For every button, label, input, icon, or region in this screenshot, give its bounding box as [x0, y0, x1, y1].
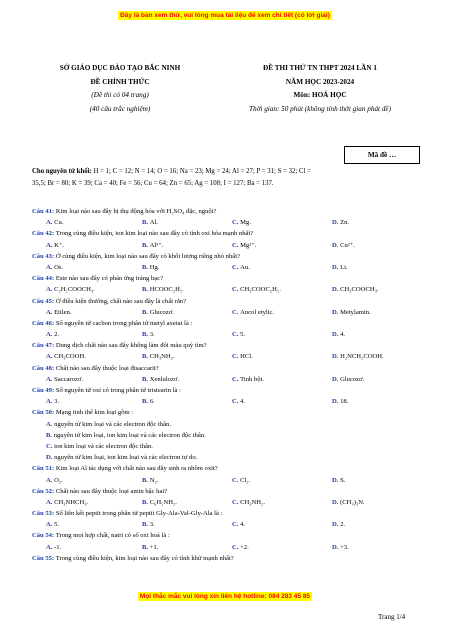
answer-option[interactable]: D. 4.	[332, 331, 346, 339]
answer-option[interactable]: D. 18.	[332, 398, 349, 406]
answer-option[interactable]: D. CH₃COOCH₃.	[332, 286, 379, 294]
answer-text: K⁺.	[54, 241, 64, 249]
answer-text: 4.	[340, 331, 346, 339]
answer-option[interactable]: A. CH₃COOH.	[46, 353, 86, 361]
answer-text: CH₃COOCH₃.	[340, 286, 379, 294]
answer-text: Al³⁺.	[149, 241, 164, 249]
question-text: Số liên kết peptit trong phân tử peptit Gly-Ala-Val-Gly-Ala là :	[54, 510, 223, 518]
question-count: (40 câu trắc nghiệm)	[89, 104, 151, 113]
answer-text: Hg.	[149, 263, 160, 271]
answer-option[interactable]: C. CH₃COOC₂H₅.	[232, 286, 281, 294]
answer-option[interactable]: A. O₂.	[46, 476, 63, 484]
question-number: Câu 53:	[32, 510, 55, 518]
answer-text: CH₃NH₂.	[240, 498, 265, 506]
answer-text: 6.	[149, 398, 155, 406]
atomic-label: Cho nguyên tử khối:	[32, 168, 92, 175]
answer-text: Ancol etylic.	[240, 308, 275, 316]
question-stem	[32, 463, 422, 474]
question-text: Ở điều kiện thường, chất nào sau đây là chất rắn?	[54, 297, 187, 305]
answer-text: 5.	[54, 521, 60, 529]
answer-option[interactable]: B. Xenlulozơ.	[142, 375, 180, 383]
atomic-line-2: 35,5; Br = 80; K = 39; Ca = 40; Fe = 56; Cu = 64; Zn = 65; Ag = 108; I = 127; Ba = 137.	[32, 179, 274, 187]
answer-option[interactable]: B. HCOOC₂H₅.	[142, 286, 184, 294]
answer-row	[32, 497, 422, 508]
answer-option[interactable]: D. H₂NCH₂COOH.	[332, 353, 384, 361]
answer-text: O₂.	[54, 476, 63, 484]
question-text: Dung dịch chất nào sau đây không làm đổi màu quỳ tím?	[54, 342, 207, 350]
atomic-line-1: H = 1; C = 12; N = 14; O = 16; Na = 23; Mg = 24; Al = 27; P = 31; S = 32; Cl =	[91, 168, 311, 175]
answer-text: (CH₃)₃N.	[340, 498, 365, 506]
answer-row	[32, 307, 422, 318]
page-number: Trang 1/4	[378, 613, 406, 621]
question-number: Câu 52:	[32, 487, 55, 495]
answer-option[interactable]: D. nguyên tử kim loại, ion kim loại và các electron tự do.	[46, 454, 198, 462]
answer-text: ion kim loại và các electron độc thân.	[54, 442, 153, 450]
time-limit: Thời gian: 50 phút (không tính thời gian phát đề)	[248, 104, 392, 113]
answer-text: 2.	[340, 521, 346, 529]
question-text: Chất nào sau đây thuộc loại đisaccarit?	[54, 364, 159, 372]
answer-text: Li.	[340, 263, 348, 271]
question-text: Mạng tinh thể kim loại gồm :	[54, 409, 134, 417]
answer-row	[32, 374, 422, 385]
answer-option[interactable]: B. Al³⁺.	[142, 241, 164, 249]
answer-text: nguyên tử kim loại, ion kim loại và các electron tự do.	[54, 454, 198, 462]
answer-text: Cu.	[54, 219, 64, 227]
answer-text: CH₃COOC₂H₅.	[240, 286, 281, 294]
answer-text: S.	[340, 476, 346, 484]
answer-text: Os.	[54, 263, 64, 271]
answer-text: 3.	[149, 521, 155, 529]
question-stem	[32, 530, 422, 541]
answer-option[interactable]: C. CH₃NH₂.	[232, 498, 265, 506]
answer-option[interactable]: B. Hg.	[142, 263, 160, 271]
answer-option[interactable]: A. 2.	[46, 331, 60, 339]
answer-option[interactable]: B. nguyên tử kim loại, ion kim loại và các electron độc thân.	[46, 431, 206, 439]
answer-text: CH₃NH₂.	[149, 353, 175, 361]
page-count: (Đề thi có 04 trang)	[91, 91, 149, 99]
answer-text: Cl₂.	[240, 476, 251, 484]
question-text: Kim loại Al tác dụng với chất nào sau đây sinh ra nhôm oxit?	[54, 465, 218, 473]
answer-text: 3.	[54, 398, 60, 406]
exam-title: ĐỀ THI THỬ TN THPT 2024 LẦN 1	[263, 64, 377, 72]
answer-option[interactable]: C. 4.	[232, 521, 246, 529]
answer-text: Zn.	[340, 219, 350, 227]
question-stem	[32, 296, 422, 307]
answer-option[interactable]: B. Glucozơ.	[142, 308, 174, 316]
answer-row	[32, 284, 422, 295]
answer-option[interactable]: D. Li.	[332, 263, 348, 271]
question-stem	[32, 340, 422, 351]
answer-text: CH₃NHCH₃.	[54, 498, 89, 506]
answer-option[interactable]: A. 3.	[46, 398, 60, 406]
answer-text: Glucozơ.	[340, 375, 365, 383]
answer-option[interactable]: C. HCl.	[232, 353, 253, 361]
question-text: Trong mọi hợp chất, natri có số oxi hoá là :	[54, 532, 170, 540]
question-text: Ở cùng điều kiện, kim loại nào sau đây có khối lượng riêng nhỏ nhất?	[54, 252, 240, 260]
answer-text: Etilen.	[54, 308, 72, 316]
question-number: Câu 51:	[32, 465, 55, 473]
answer-option[interactable]: A. Os.	[46, 263, 64, 271]
question-text: Trong cùng điều kiện, ion kim loại nào sau đây có tính oxi hóa mạnh nhất?	[54, 230, 254, 238]
answer-text: 18.	[340, 398, 349, 406]
answer-option[interactable]: A. CH₃NHCH₃.	[46, 498, 89, 506]
exam-code-box: Mã đề …	[344, 146, 420, 164]
answer-text: H₂NCH₂COOH.	[340, 353, 384, 361]
answer-text: nguyên tử kim loại và các electron độc thân.	[54, 420, 171, 428]
answer-option[interactable]: C. Au.	[232, 263, 250, 271]
school-year: NĂM HỌC 2023-2024	[285, 77, 355, 86]
official-label: ĐỀ CHÍNH THỨC	[90, 77, 150, 86]
question-stem	[32, 508, 422, 519]
answer-row	[32, 217, 422, 228]
question-text: Số nguyên tử oxi có trong phân tử tristearin là :	[54, 387, 181, 394]
question-stem	[32, 385, 422, 396]
question-stem	[32, 363, 422, 374]
answer-row	[32, 351, 422, 362]
question-number: Câu 42:	[32, 230, 55, 238]
answer-option[interactable]: A. 5.	[46, 521, 60, 529]
answer-option[interactable]: B. 3.	[142, 521, 155, 529]
answer-option[interactable]: A. Etilen.	[46, 308, 72, 316]
atomic-masses	[32, 166, 422, 189]
question-number: Câu 49:	[32, 387, 55, 394]
answer-text: +1.	[149, 543, 159, 551]
answer-text: C₆H₅NH₂.	[149, 498, 177, 506]
answer-text: Cu²⁺.	[340, 241, 355, 249]
answer-option[interactable]: C. 5.	[232, 331, 246, 339]
answer-text: 5.	[240, 331, 246, 339]
question-number: Câu 54:	[32, 532, 55, 540]
preview-banner	[0, 12, 450, 19]
preview-banner-text: Đây là bản xem thử, vui lòng mua tài liệu để xem chi tiết (có lời giải)	[120, 12, 330, 19]
answer-text: Mg.	[240, 219, 251, 227]
question-number: Câu 50:	[32, 409, 55, 417]
answer-row	[32, 262, 422, 273]
answer-option[interactable]: C. Tinh bột.	[232, 375, 265, 383]
answer-option[interactable]: A. K⁺.	[46, 241, 64, 249]
hotline-text: Mọi thắc mắc vui lòng xin liên hệ hotline: 084 283 45 85	[139, 593, 311, 600]
answer-option[interactable]: A. -1.	[46, 543, 62, 551]
question-text: Số nguyên tử cacbon trong phân tử metyl axetat là :	[54, 319, 193, 327]
question-number: Câu 43:	[32, 252, 55, 260]
answer-text: +3.	[340, 543, 349, 551]
answer-option[interactable]: B. +1.	[142, 543, 159, 551]
question-number: Câu 55:	[32, 554, 55, 562]
answer-option[interactable]: D. Metylamin.	[332, 308, 371, 316]
answer-text: Mg²⁺.	[240, 241, 257, 249]
answer-row	[32, 396, 422, 407]
answer-option[interactable]: B. 3.	[142, 331, 155, 339]
question-stem	[32, 251, 422, 262]
answer-text: N₂.	[149, 476, 159, 484]
question-number: Câu 41:	[32, 208, 55, 215]
answer-row	[32, 542, 422, 553]
question-stem	[32, 206, 422, 217]
answer-option[interactable]: C. 4.	[232, 398, 246, 406]
question-stem	[32, 486, 422, 497]
subject: Môn: HOÁ HỌC	[293, 91, 347, 99]
question-number: Câu 46:	[32, 319, 55, 327]
department-name: SỞ GIÁO DỤC ĐÀO TẠO BẮC NINH	[59, 64, 181, 72]
question-number: Câu 47:	[32, 342, 55, 350]
question-text: Trong cùng điều kiện, kim loại nào sau đây có tính khử mạnh nhất?	[54, 554, 234, 562]
answer-option[interactable]: B. 6.	[142, 398, 155, 406]
answer-option[interactable]: C. Mg.	[232, 219, 251, 227]
answer-option[interactable]: D. +3.	[332, 543, 349, 551]
answer-option[interactable]: A. C₂H₅COOCH₃.	[46, 286, 95, 294]
answer-text: +2.	[240, 543, 249, 551]
answer-text: Al.	[149, 219, 158, 227]
answer-text: 2.	[54, 331, 60, 339]
answer-row	[32, 240, 422, 251]
question-list	[32, 206, 422, 564]
question-text: Chất nào sau đây thuộc loại amin bậc hai?	[54, 487, 168, 495]
question-number: Câu 45:	[32, 297, 55, 305]
answer-option[interactable]: B. N₂.	[142, 476, 159, 484]
answer-text: Saccarozơ.	[54, 375, 83, 383]
answer-text: -1.	[54, 543, 62, 551]
answer-text: Metylamin.	[340, 308, 371, 316]
answer-option[interactable]: C. Cl₂.	[232, 476, 251, 484]
answer-option[interactable]: B. CH₃NH₂.	[142, 353, 175, 361]
answer-option[interactable]: D. Cu²⁺.	[332, 241, 355, 249]
answer-text: C₂H₅COOCH₃.	[54, 286, 95, 294]
hotline-banner	[0, 593, 450, 600]
answer-option[interactable]: A. Cu.	[46, 219, 64, 227]
answer-text: HCOOC₂H₅.	[149, 286, 184, 294]
header-left	[30, 62, 210, 116]
question-number: Câu 48:	[32, 364, 55, 372]
answer-option[interactable]: B. Al.	[142, 219, 158, 227]
answer-text: HCl.	[240, 353, 253, 361]
answer-text: nguyên tử kim loại, ion kim loại và các electron độc thân.	[53, 431, 206, 439]
answer-option[interactable]: D. S.	[332, 476, 346, 484]
question-stem	[32, 273, 422, 284]
question-stem	[32, 407, 422, 418]
answer-text: 4.	[240, 521, 246, 529]
answer-option[interactable]: D. 2.	[332, 521, 346, 529]
answer-option[interactable]: C. ion kim loại và các electron độc thân.	[46, 442, 153, 450]
answer-text: Au.	[240, 263, 250, 271]
header-right	[205, 62, 435, 116]
answer-option[interactable]: C. +2.	[232, 543, 249, 551]
question-stem	[32, 228, 422, 239]
answer-text: Glucozơ.	[149, 308, 174, 316]
answer-text: Tinh bột.	[240, 375, 265, 383]
answer-text: Xenlulozơ.	[149, 375, 180, 383]
answer-option[interactable]: A. nguyên tử kim loại và các electron độc thân.	[46, 420, 171, 428]
question-stem	[32, 318, 422, 329]
question-number: Câu 44:	[32, 275, 55, 283]
answer-option[interactable]: C. Ancol etylic.	[232, 308, 275, 316]
answer-option[interactable]: A. Saccarozơ.	[46, 375, 83, 383]
answer-text: 4.	[240, 398, 246, 406]
question-text: Este nào sau đây có phản ứng tráng bạc?	[54, 275, 164, 283]
answer-row	[32, 475, 422, 486]
answer-row	[32, 519, 422, 530]
question-stem	[32, 553, 422, 564]
answer-row	[32, 329, 422, 340]
answer-text: CH₃COOH.	[54, 353, 86, 361]
answer-option[interactable]: D. Glucozơ.	[332, 375, 365, 383]
answer-option[interactable]: D. (CH₃)₃N.	[332, 498, 365, 506]
answer-option[interactable]: C. Mg²⁺.	[232, 241, 257, 249]
answer-option[interactable]: B. C₆H₅NH₂.	[142, 498, 177, 506]
answer-option[interactable]: D. Zn.	[332, 219, 350, 227]
question-text: Kim loại nào sau đây bị thụ động hóa với H₂SO₄ đặc, nguội?	[54, 208, 217, 215]
answer-text: 3.	[149, 331, 155, 339]
